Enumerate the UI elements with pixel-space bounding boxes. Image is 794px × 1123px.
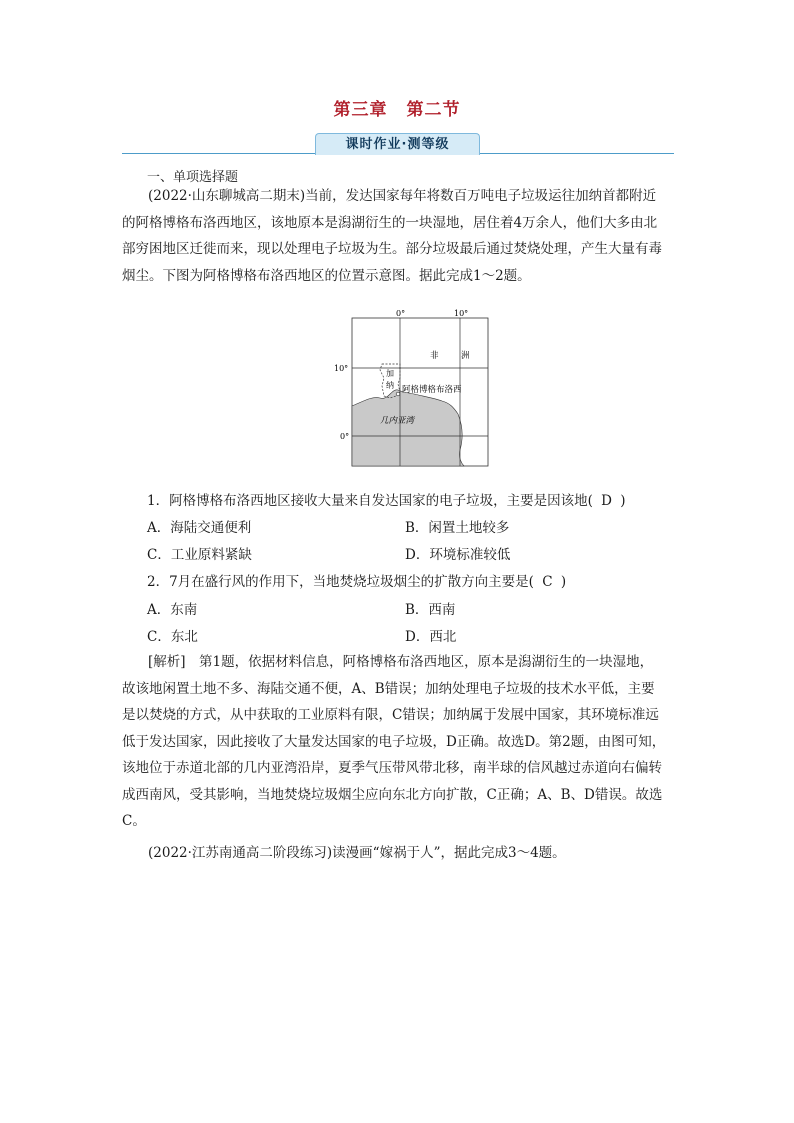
question-1-answer: D [601, 493, 612, 509]
q1-option-a: A．海陆交通便利 [147, 520, 252, 536]
bay-label: 几内亚湾 [380, 416, 415, 426]
analysis-line: C。 [122, 813, 146, 829]
country-label-2: 纳 [386, 381, 394, 390]
agbogbloshie-marker [396, 392, 400, 396]
question-1-close: ) [620, 493, 626, 509]
continent-label-2: 洲 [461, 351, 470, 361]
q2-option-a: A．东南 [147, 602, 198, 618]
continent-label-1: 非 [430, 351, 439, 361]
question-2-close: ) [560, 574, 567, 590]
chapter-title: 第三章 [333, 100, 388, 120]
passage-line: 烟尘。下图为阿格博格布洛西地区的位置示意图。据此完成1～2题。 [122, 267, 531, 284]
page-title [0, 95, 794, 120]
analysis-line: 成西南风，受其影响，当地焚烧垃圾烟尘应向东北方向扩散，C正确；A、B、D错误。故选 [122, 786, 663, 803]
place-label: 阿格博格布洛西 [402, 385, 462, 395]
location-map [330, 306, 494, 470]
question-type-heading: 一、单项选择题 [147, 170, 239, 185]
analysis-line: 是以焚烧的方式，从中获取的工业原料有限，C错误；加纳属于发展中国家，其环境标准远 [122, 707, 659, 723]
analysis-line: 低于发达国家，因此接收了大量发达国家的电子垃圾，D正确。故选D。第2题，由图可知， [122, 733, 666, 750]
passage-line: 部穷困地区迁徙而来，现以处理电子垃圾为生。部分垃圾最后通过焚烧处理，产生大量有毒 [122, 241, 662, 257]
question-2-answer: C [542, 574, 553, 590]
analysis-line: 故该地闲置土地不多、海陆交通不便，A、B错误；加纳处理电子垃圾的技术水平低，主要 [122, 680, 655, 697]
section-title: 第二节 [406, 100, 461, 120]
lat-label-0: 0° [340, 432, 350, 441]
analysis-block [122, 649, 674, 835]
q2-option-c: C．东北 [147, 629, 198, 645]
q2-option-d: D．西北 [405, 629, 457, 645]
lon-label-0: 0° [396, 309, 406, 318]
passage-line: 的阿格博格布洛西地区，该地原本是潟湖衍生的一块湿地，居住着4万余人，他们大多由北 [122, 214, 658, 231]
homework-banner: 课时作业·测等级 [315, 133, 480, 155]
analysis-line: [解析] 第1题，依据材料信息，阿格博格布洛西地区，原本是潟湖衍生的一块湿地， [148, 654, 654, 670]
question-2-stem: 2．7月在盛行风的作用下，当地焚烧垃圾烟尘的扩散方向主要是( [147, 574, 534, 590]
q2-option-b: B．西南 [405, 602, 456, 618]
q1-option-d: D．环境标准较低 [405, 547, 511, 563]
lon-label-10: 10° [454, 309, 469, 318]
question-2 [147, 570, 566, 590]
analysis-line: 该地位于赤道北部的几内亚湾沿岸，夏季气压带风带北移，南半球的信风越过赤道向右偏转 [122, 760, 662, 776]
q1-option-c: C．工业原料紧缺 [147, 547, 252, 563]
question-1-stem: 1．阿格博格布洛西地区接收大量来自发达国家的电子垃圾，主要是因该地( [147, 493, 593, 509]
lat-label-10: 10° [334, 364, 349, 373]
passage-intro-2: (2022·江苏南通高二阶段练习)读漫画“嫁祸于人”，据此完成3～4题。 [148, 845, 566, 861]
passage-line: (2022·山东聊城高二期末)当前，发达国家每年将数百万吨电子垃圾运往加纳首都附近 [148, 188, 657, 204]
country-label-1: 加 [386, 369, 394, 378]
passage-intro-1 [122, 183, 674, 289]
question-1 [147, 489, 626, 509]
q1-option-b: B．闲置土地较多 [405, 520, 510, 536]
